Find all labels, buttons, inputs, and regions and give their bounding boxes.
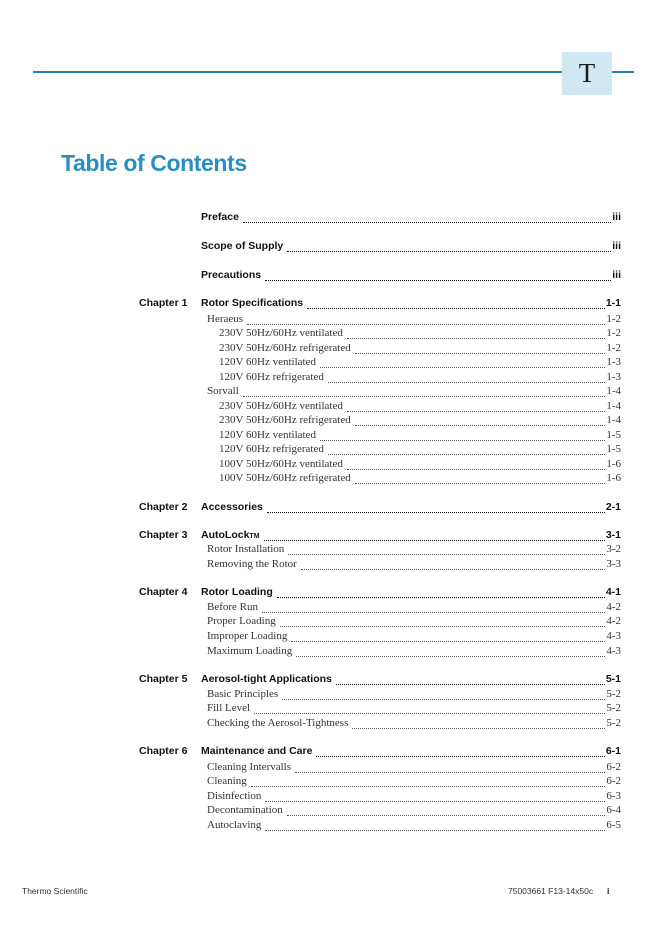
toc-entry-title: Precautions bbox=[201, 269, 262, 281]
toc-entry-title: Rotor Loading bbox=[201, 586, 273, 598]
dot-leader bbox=[282, 698, 605, 700]
toc-subentry[interactable] bbox=[207, 775, 621, 789]
dot-leader bbox=[355, 482, 606, 484]
toc-entry-title: Preface bbox=[201, 211, 239, 223]
toc-subentry[interactable] bbox=[219, 400, 621, 414]
toc-subentry[interactable] bbox=[207, 558, 621, 572]
toc-subentry[interactable] bbox=[207, 804, 621, 818]
toc-entry-title: Decontamination bbox=[207, 804, 283, 816]
dot-leader bbox=[320, 439, 605, 441]
toc-entry-title: Proper Loading bbox=[207, 615, 276, 627]
toc-entry[interactable] bbox=[201, 269, 621, 283]
toc-subentry[interactable] bbox=[219, 371, 621, 385]
toc-subentry[interactable] bbox=[219, 429, 621, 443]
toc-entry-title: Basic Principles bbox=[207, 688, 279, 700]
toc-entry-title: 100V 50Hz/60Hz ventilated bbox=[219, 458, 343, 470]
toc-entry-page: 1-3 bbox=[606, 356, 621, 368]
toc-entry-page: 4-3 bbox=[606, 630, 621, 642]
page-title: Table of Contents bbox=[61, 150, 247, 176]
toc-entry-page: 4-2 bbox=[606, 615, 621, 627]
dot-leader bbox=[296, 655, 605, 657]
toc-entry[interactable] bbox=[201, 501, 621, 515]
toc-subentry[interactable] bbox=[219, 472, 621, 486]
toc-entry-title: Cleaning Intervalls bbox=[207, 761, 292, 773]
toc-entry-title: Fill Level bbox=[207, 702, 251, 714]
toc-entry-page: 1-4 bbox=[606, 385, 621, 397]
toc-entry-page: 4-1 bbox=[605, 586, 621, 598]
toc-subentry[interactable] bbox=[207, 645, 621, 659]
toc-entry-page: 3-1 bbox=[605, 529, 621, 541]
toc-subentry[interactable] bbox=[219, 414, 621, 428]
dot-leader bbox=[328, 453, 605, 455]
toc-subentry[interactable] bbox=[207, 385, 621, 399]
toc-entry-page: 1-2 bbox=[606, 327, 621, 339]
header-rule bbox=[33, 71, 634, 73]
footer-page-number: i bbox=[607, 886, 610, 896]
dot-leader bbox=[288, 553, 605, 555]
toc-subentry[interactable] bbox=[207, 761, 621, 775]
toc-entry-title: Disinfection bbox=[207, 790, 262, 802]
toc-subentry[interactable] bbox=[207, 819, 621, 833]
dot-leader bbox=[287, 814, 606, 816]
toc-entry-title: Scope of Supply bbox=[201, 240, 284, 252]
toc-entry-title: Checking the Aerosol-Tightness bbox=[207, 717, 349, 729]
toc-entry-page: 6-3 bbox=[606, 790, 621, 802]
toc-entry-title: Autoclaving bbox=[207, 819, 262, 831]
dot-leader bbox=[265, 829, 605, 831]
chapter-label: Chapter 2 bbox=[139, 501, 188, 513]
toc-subentry[interactable] bbox=[219, 327, 621, 341]
toc-entry-title: Removing the Rotor bbox=[207, 558, 297, 570]
dot-leader bbox=[301, 568, 606, 570]
dot-leader bbox=[262, 611, 605, 613]
toc-entry-title: 100V 50Hz/60Hz refrigerated bbox=[219, 472, 351, 484]
toc-entry-title: Before Run bbox=[207, 601, 259, 613]
toc-subentry[interactable] bbox=[219, 356, 621, 370]
toc-entry-page: 1-5 bbox=[606, 443, 621, 455]
dot-leader bbox=[336, 683, 605, 685]
toc-entry-title: Improper Loading bbox=[207, 630, 288, 642]
section-tab-letter: T bbox=[578, 58, 596, 88]
dot-leader bbox=[265, 279, 611, 281]
dot-leader bbox=[347, 410, 606, 412]
dot-leader bbox=[264, 539, 605, 541]
toc-entry-title: 120V 60Hz ventilated bbox=[219, 356, 316, 368]
toc-entry-page: 4-3 bbox=[606, 645, 621, 657]
toc-entry-title: 120V 60Hz refrigerated bbox=[219, 443, 324, 455]
toc-entry-page: 1-2 bbox=[606, 342, 621, 354]
dot-leader bbox=[243, 221, 611, 223]
toc-entry-page: 1-6 bbox=[606, 458, 621, 470]
toc-entry-page: 6-1 bbox=[605, 745, 621, 757]
chapter-label: Chapter 1 bbox=[139, 297, 188, 309]
dot-leader bbox=[254, 712, 605, 714]
toc-entry[interactable] bbox=[201, 745, 621, 759]
toc-subentry[interactable] bbox=[207, 601, 621, 615]
dot-leader bbox=[347, 468, 606, 470]
toc-subentry[interactable] bbox=[207, 543, 621, 557]
dot-leader bbox=[347, 337, 606, 339]
toc-subentry[interactable] bbox=[207, 688, 621, 702]
toc-entry-title: Accessories bbox=[201, 501, 263, 513]
toc-entry-page: 1-5 bbox=[606, 429, 621, 441]
toc-entry-title: 230V 50Hz/60Hz ventilated bbox=[219, 400, 343, 412]
dot-leader bbox=[280, 625, 606, 627]
dot-leader bbox=[287, 250, 611, 252]
toc-subentry[interactable] bbox=[219, 458, 621, 472]
chapter-label: Chapter 4 bbox=[139, 586, 188, 598]
dot-leader bbox=[265, 800, 605, 802]
toc-entry-page: 1-1 bbox=[605, 297, 621, 309]
toc-entry-title: Maximum Loading bbox=[207, 645, 293, 657]
toc-subentry[interactable] bbox=[207, 615, 621, 629]
dot-leader bbox=[243, 395, 606, 397]
toc-entry[interactable] bbox=[201, 211, 621, 225]
toc-entry-page: iii bbox=[612, 240, 621, 252]
toc-entry-page: 3-2 bbox=[606, 543, 621, 555]
dot-leader bbox=[267, 511, 605, 513]
toc-entry-page: 1-3 bbox=[606, 371, 621, 383]
dot-leader bbox=[352, 727, 605, 729]
toc-subentry[interactable] bbox=[219, 342, 621, 356]
toc-entry-page: 6-5 bbox=[606, 819, 621, 831]
toc-subentry[interactable] bbox=[219, 443, 621, 457]
toc-subentry[interactable] bbox=[207, 790, 621, 804]
dot-leader bbox=[320, 366, 605, 368]
toc-entry-title: Rotor Specifications bbox=[201, 297, 304, 309]
dot-leader bbox=[295, 771, 605, 773]
toc-entry-page: 5-2 bbox=[606, 702, 621, 714]
toc-entry-page: 3-3 bbox=[606, 558, 621, 570]
toc-entry-page: 1-2 bbox=[606, 313, 621, 325]
toc-entry-title: AutoLock bbox=[201, 529, 250, 541]
toc-entry-page: 5-1 bbox=[605, 673, 621, 685]
toc-entry-page: 5-2 bbox=[606, 688, 621, 700]
dot-leader bbox=[307, 307, 605, 309]
toc-entry-page: 6-2 bbox=[606, 761, 621, 773]
toc-entry-title: 230V 50Hz/60Hz refrigerated bbox=[219, 414, 351, 426]
toc-subentry[interactable] bbox=[207, 313, 621, 327]
toc-entry-page: 1-4 bbox=[606, 414, 621, 426]
toc-entry-title: Rotor Installation bbox=[207, 543, 285, 555]
toc-entry[interactable] bbox=[201, 529, 621, 543]
toc-entry-page: 1-6 bbox=[606, 472, 621, 484]
dot-leader bbox=[316, 755, 604, 757]
section-tab bbox=[562, 52, 612, 95]
footer-doc-id: 75003661 F13-14x50c bbox=[508, 886, 594, 896]
toc-subentry[interactable] bbox=[207, 630, 621, 644]
footer-publisher: Thermo Scientific bbox=[22, 886, 88, 896]
chapter-label: Chapter 6 bbox=[139, 745, 188, 757]
dot-leader bbox=[277, 596, 605, 598]
toc-entry-title: Aerosol-tight Applications bbox=[201, 673, 332, 685]
toc-entry-title: 230V 50Hz/60Hz ventilated bbox=[219, 327, 343, 339]
toc-entry[interactable] bbox=[201, 240, 621, 254]
dot-leader bbox=[328, 381, 605, 383]
toc-entry-title: Maintenance and Care bbox=[201, 745, 313, 757]
dot-leader bbox=[247, 323, 605, 325]
chapter-label: Chapter 3 bbox=[139, 529, 188, 541]
toc-entry-title: 120V 60Hz ventilated bbox=[219, 429, 316, 441]
toc-entry-title: 230V 50Hz/60Hz refrigerated bbox=[219, 342, 351, 354]
dot-leader bbox=[355, 424, 606, 426]
toc-entry-page: 6-2 bbox=[606, 775, 621, 787]
toc-subentry[interactable] bbox=[207, 717, 621, 731]
toc-entry-page: 4-2 bbox=[606, 601, 621, 613]
toc-entry[interactable] bbox=[201, 297, 621, 311]
toc-entry-title: Sorvall bbox=[207, 385, 239, 397]
dot-leader bbox=[355, 352, 606, 354]
toc-entry-page: 2-1 bbox=[605, 501, 621, 513]
toc-entry-page: iii bbox=[612, 269, 621, 281]
toc-entry-title: Heraeus bbox=[207, 313, 244, 325]
toc-entry-page: 1-4 bbox=[606, 400, 621, 412]
toc-subentry[interactable] bbox=[207, 702, 621, 716]
toc-entry-title: 120V 60Hz refrigerated bbox=[219, 371, 324, 383]
toc-entry[interactable] bbox=[201, 586, 621, 600]
toc-entry[interactable] bbox=[201, 673, 621, 687]
dot-leader bbox=[291, 640, 605, 642]
toc-entry-page: iii bbox=[612, 211, 621, 223]
toc-entry-page: 5-2 bbox=[606, 717, 621, 729]
toc-entry-title: Cleaning bbox=[207, 775, 247, 787]
trademark-superscript: TM bbox=[249, 533, 260, 540]
dot-leader bbox=[251, 785, 606, 787]
toc-entry-page: 6-4 bbox=[606, 804, 621, 816]
chapter-label: Chapter 5 bbox=[139, 673, 188, 685]
